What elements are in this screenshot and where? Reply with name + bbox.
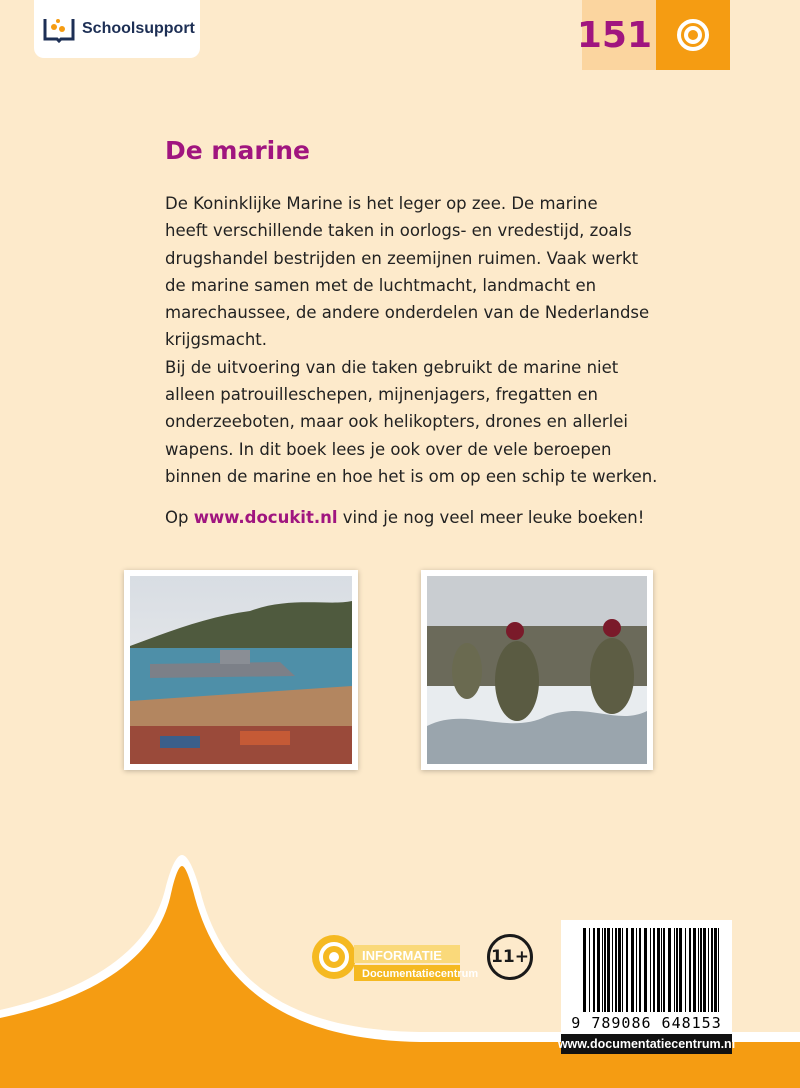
barcode-bar <box>589 928 590 1012</box>
series-label: INFORMATIE <box>362 948 442 963</box>
barcode-bar <box>685 928 686 1012</box>
barcode-bar <box>661 928 662 1012</box>
brand-name: Schoolsupport <box>82 20 195 37</box>
barcode-bar <box>593 928 595 1012</box>
text-line: Bij de uitvoering van die taken gebruikt de marine niet <box>165 357 619 377</box>
barcode-bar <box>657 928 660 1012</box>
barcode-bar <box>636 928 637 1012</box>
series-number: 151 <box>582 0 656 70</box>
barcode-bar <box>676 928 678 1012</box>
barcode-bar <box>703 928 706 1012</box>
text-line: binnen de marine en hoe het is om op een schip te werken. <box>165 466 658 486</box>
barcode-bar <box>708 928 709 1012</box>
barcode-bar <box>631 928 634 1012</box>
barcode-bar <box>653 928 655 1012</box>
barcode-bar <box>612 928 613 1012</box>
text-line: wapens. In dit boek lees je ook over de vele beroepen <box>165 439 612 459</box>
barcode-bar <box>644 928 647 1012</box>
informatie-series-logo <box>310 933 479 983</box>
barcode-bar <box>698 928 699 1012</box>
isbn-number: 9 789086 648153 <box>571 1014 722 1032</box>
spiral-logo-icon <box>675 17 711 53</box>
barcode-bar <box>607 928 610 1012</box>
promo-prefix: Op <box>165 508 194 527</box>
text-line: marechaussee, de andere onderdelen van de Nederlandse <box>165 303 650 323</box>
text-line: onderzeeboten, maar ook helikopters, drones en allerlei <box>165 412 629 432</box>
text-line: de marine samen met de luchtmacht, landmacht en <box>165 275 597 295</box>
book-logo-icon <box>42 15 76 43</box>
barcode-bar <box>689 928 691 1012</box>
text-line: heeft verschillende taken in oorlogs- en vredestijd, zoals <box>165 221 632 241</box>
barcode-bar <box>650 928 651 1012</box>
marines-landing-image <box>427 576 647 764</box>
schoolsupport-logo[interactable] <box>34 0 200 58</box>
barcode-bar <box>663 928 665 1012</box>
publisher-website[interactable]: www.documentatiecentrum.nl <box>561 1034 732 1054</box>
publisher-label: Documentatiecentrum <box>362 968 479 980</box>
barcode-bar <box>604 928 606 1012</box>
barcode-bar <box>693 928 696 1012</box>
age-rating-badge: 11+ <box>487 934 533 980</box>
barcode-bar <box>700 928 702 1012</box>
barcode-bar <box>679 928 682 1012</box>
barcode-bar <box>622 928 623 1012</box>
page-title: De marine <box>165 136 310 165</box>
marines-photo <box>421 570 653 770</box>
barcode-bars <box>569 928 724 1012</box>
text-line: drugshandel bestrijden en zeemijnen ruimen. Vaak werkt <box>165 248 639 268</box>
ship-harbor-image <box>130 576 352 764</box>
barcode-bar <box>718 928 719 1012</box>
docukit-link[interactable]: www.docukit.nl <box>193 508 338 527</box>
informatie-logo <box>310 933 479 983</box>
barcode-bar <box>711 928 713 1012</box>
barcode-bar <box>714 928 717 1012</box>
promo-suffix: vind je nog veel meer leuke boeken! <box>337 508 645 527</box>
barcode-bar <box>597 928 600 1012</box>
barcode-bar <box>615 928 617 1012</box>
website-promo <box>165 508 644 527</box>
series-number-badge <box>576 0 730 70</box>
barcode-bar <box>618 928 621 1012</box>
barcode-bar <box>668 928 671 1012</box>
isbn-barcode <box>561 920 732 1034</box>
text-line: De Koninklijke Marine is het leger op zee. De marine <box>165 194 598 213</box>
text-line: krijgsmacht. <box>165 330 268 350</box>
barcode-bar <box>583 928 586 1012</box>
barcode-bar <box>626 928 628 1012</box>
ship-photo <box>124 570 358 770</box>
text-line: alleen patrouilleschepen, mijnenjagers, fregatten en <box>165 385 598 405</box>
barcode-bar <box>674 928 675 1012</box>
description <box>165 190 657 490</box>
barcode-bar <box>639 928 641 1012</box>
barcode-bar <box>602 928 603 1012</box>
